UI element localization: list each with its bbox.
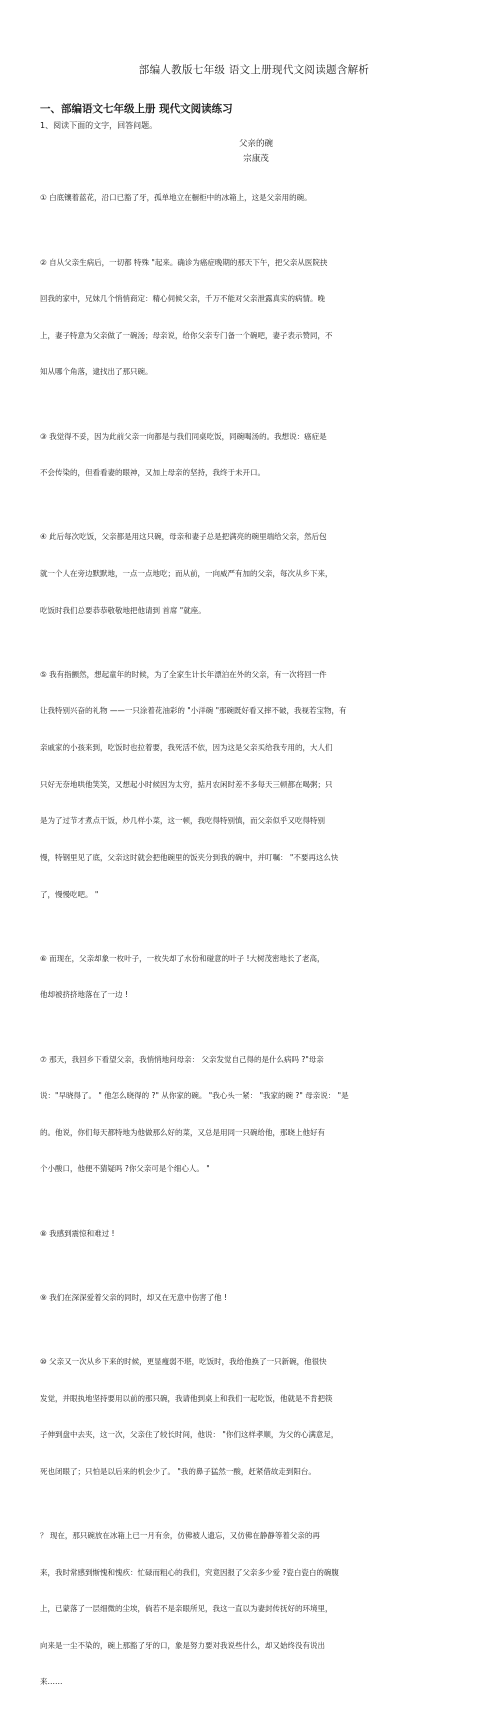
paragraph-line: 说："早晓得了。 " 他怎么晓得的 ?" 从你家的碗。 "我心头一紧： "我家的碗 ?" 母亲说： "是 xyxy=(40,1091,349,1101)
section-heading: 一、部编语文七年级上册 现代文阅读练习 xyxy=(40,103,233,115)
paragraph-line: 慢，特钢里见了底，父亲这时就会把他碗里的饭夹分到我的碗中，并叮嘱： "不要再这么快 xyxy=(40,852,339,862)
paragraph-10 xyxy=(40,1332,460,1503)
paragraph-4 xyxy=(40,507,460,641)
paragraph-line: 上，妻子特意为父亲做了一碗汤；母亲说，给你父亲专门备一个碗吧，妻子表示赞同，不 xyxy=(40,330,333,340)
paragraph-line: 让我特别兴奋的礼物 ——一只涂着花油彩的 "小洋碗 "那碗既好看又摔不破，我视若宝物，有 xyxy=(40,706,347,716)
paragraph-line: ⑧ 我感到震惊和难过 ! xyxy=(40,1228,115,1238)
paragraph-line: 就一个人在旁边默默地，一点一点地吃；而从前，一向威严有加的父亲，每次从乡下来， xyxy=(40,569,333,579)
paragraph-line: 是为了过节才煮点干饭，炒几样小菜，这一顿，我吃得特别慎，而父亲似乎又吃得特别 xyxy=(40,816,325,826)
paragraph-line: ⑨ 我们在深深爱着父亲的同时，却又在无意中伤害了他 ! xyxy=(40,1292,227,1302)
paragraph-line: ① 白底镶着蓝花，沿口已豁了牙，孤单地立在橱柜中的冰箱上，这是父亲用的碗。 xyxy=(40,193,312,203)
paragraph-line: ？ 现在，那只碗放在冰箱上已一月有余，仿佛被人遗忘，又仿佛在静静等着父亲的再 xyxy=(40,1531,320,1541)
paragraph-line: 的。他说，你们每天都特地为他做那么好的菜，又总是用同一只碗给他，那晓上他好有 xyxy=(40,1127,325,1137)
paragraph-11 xyxy=(40,1506,460,1713)
paragraph-2 xyxy=(40,232,460,403)
paragraph-line: 亲戚家的小孩来到，吃饭时也拉着要，我死活不依，因为这是父亲买给我专用的，大人们 xyxy=(40,743,333,753)
paragraph-line: 不会传染的，但看看妻的眼神，又加上母亲的坚持，我终于未开口。 xyxy=(40,468,265,478)
paragraph-line: 发觉，并眼执地坚持要用以前的那只碗，我请他到桌上和我们一起吃饭，他就是不肯把筷 xyxy=(40,1393,333,1403)
paragraph-line: 只好无奈地哄他笑笑，又想起小时候因为太穷，掂月农闲时差不多每天三顿都在喝粥；只 xyxy=(40,779,333,789)
paragraph-8 xyxy=(40,1203,460,1264)
essay-title: 父亲的碗 xyxy=(238,139,273,149)
paragraph-line: 来…… xyxy=(40,1677,63,1687)
essay-author: 宗康茂 xyxy=(243,154,269,164)
paragraph-9 xyxy=(40,1267,460,1328)
paragraph-line: ② 自从父亲生病后，一切都 特殊 "起来。确诊为癌症晚期的那天下午，把父亲从医院抉 xyxy=(40,257,328,267)
paragraph-line: 向来是一尘不染的，碗上那豁了牙的口，象是努力要对我说些什么，却又始终没有说出 xyxy=(40,1640,325,1650)
document-title: 部编人教版七年级 语文上册现代文阅读题含解析 xyxy=(138,64,370,76)
paragraph-line: 个小酸口，他便不猜疑吗 ?你父亲可是个细心人。 " xyxy=(40,1164,210,1174)
paragraph-6 xyxy=(40,928,460,1026)
essay-body xyxy=(40,168,460,1713)
paragraph-line: 子伸到盘中去夹，这一次，父亲住了较长时间，他说： "你们这样孝顺，为父的心满意足， xyxy=(40,1430,339,1440)
paragraph-line: ⑥ 而现在，父亲却象一枚叶子，一枚失却了水份和碰意的叶子 !大树茂密地长了老高， xyxy=(40,953,325,963)
paragraph-line: 死也闭眼了；只怕是以后来的机会少了。 "我的鼻子猛然一酸，赶紧借故走到阳台。 xyxy=(40,1466,316,1476)
paragraph-line: 了，慢慢吃吧。 " xyxy=(40,889,99,899)
paragraph-line: 知从哪个角落，逮找出了那只碗。 xyxy=(40,367,153,377)
paragraph-3 xyxy=(40,406,460,504)
paragraph-line: ⑤ 我有指颤然，想起童年的时候，为了全家生计长年漂泊在外的父亲，有一次将回一件 xyxy=(40,669,327,679)
paragraph-line: 他却被挤挤地落在了一边 ! xyxy=(40,990,128,1000)
paragraph-line: 回我的家中，兄妹几个悄悄商定：精心伺候父亲，千万不能对父亲泄露真实的病情。晚 xyxy=(40,294,325,304)
question-prompt: 1、阅读下面的文字，回答问题。 xyxy=(40,121,158,130)
paragraph-line: ④ 此后每次吃饭，父亲都是用这只碗，母亲和妻子总是把满亮的碗里端给父亲，然后包 xyxy=(40,532,327,542)
paragraph-line: ⑦ 那天，我回乡下看望父亲，我悄悄地问母亲： 父亲发觉自己得的是什么病吗 ?"母亲 xyxy=(40,1054,324,1064)
paragraph-line: 吃饭时我们总要恭恭敬敬地把他请到 首席 "就座。 xyxy=(40,605,206,615)
paragraph-line: 来，我时常感到惭愧和愧疚：忙碌而粗心的我们，究竟因报了父亲多少爱 ?瓷白瓷白的碗腹 xyxy=(40,1567,339,1577)
paragraph-1 xyxy=(40,168,460,229)
paragraph-5 xyxy=(40,644,460,925)
paragraph-7 xyxy=(40,1029,460,1200)
paragraph-line: ⑩ 父亲又一次从乡下来的时候，更显瘦弱不堪，吃饭时，我给他换了一只新碗，他很快 xyxy=(40,1356,327,1366)
paragraph-line: 上，已蒙落了一层细微的尘埃，倘若不是亲眼所见，我这一直以为妻封传抚好的环境里， xyxy=(40,1604,333,1614)
paragraph-line: ③ 我觉得不妥，因为此前父亲一向都是与我们同桌吃饭，同碗喝汤的。我想说：癌症是 xyxy=(40,431,327,441)
